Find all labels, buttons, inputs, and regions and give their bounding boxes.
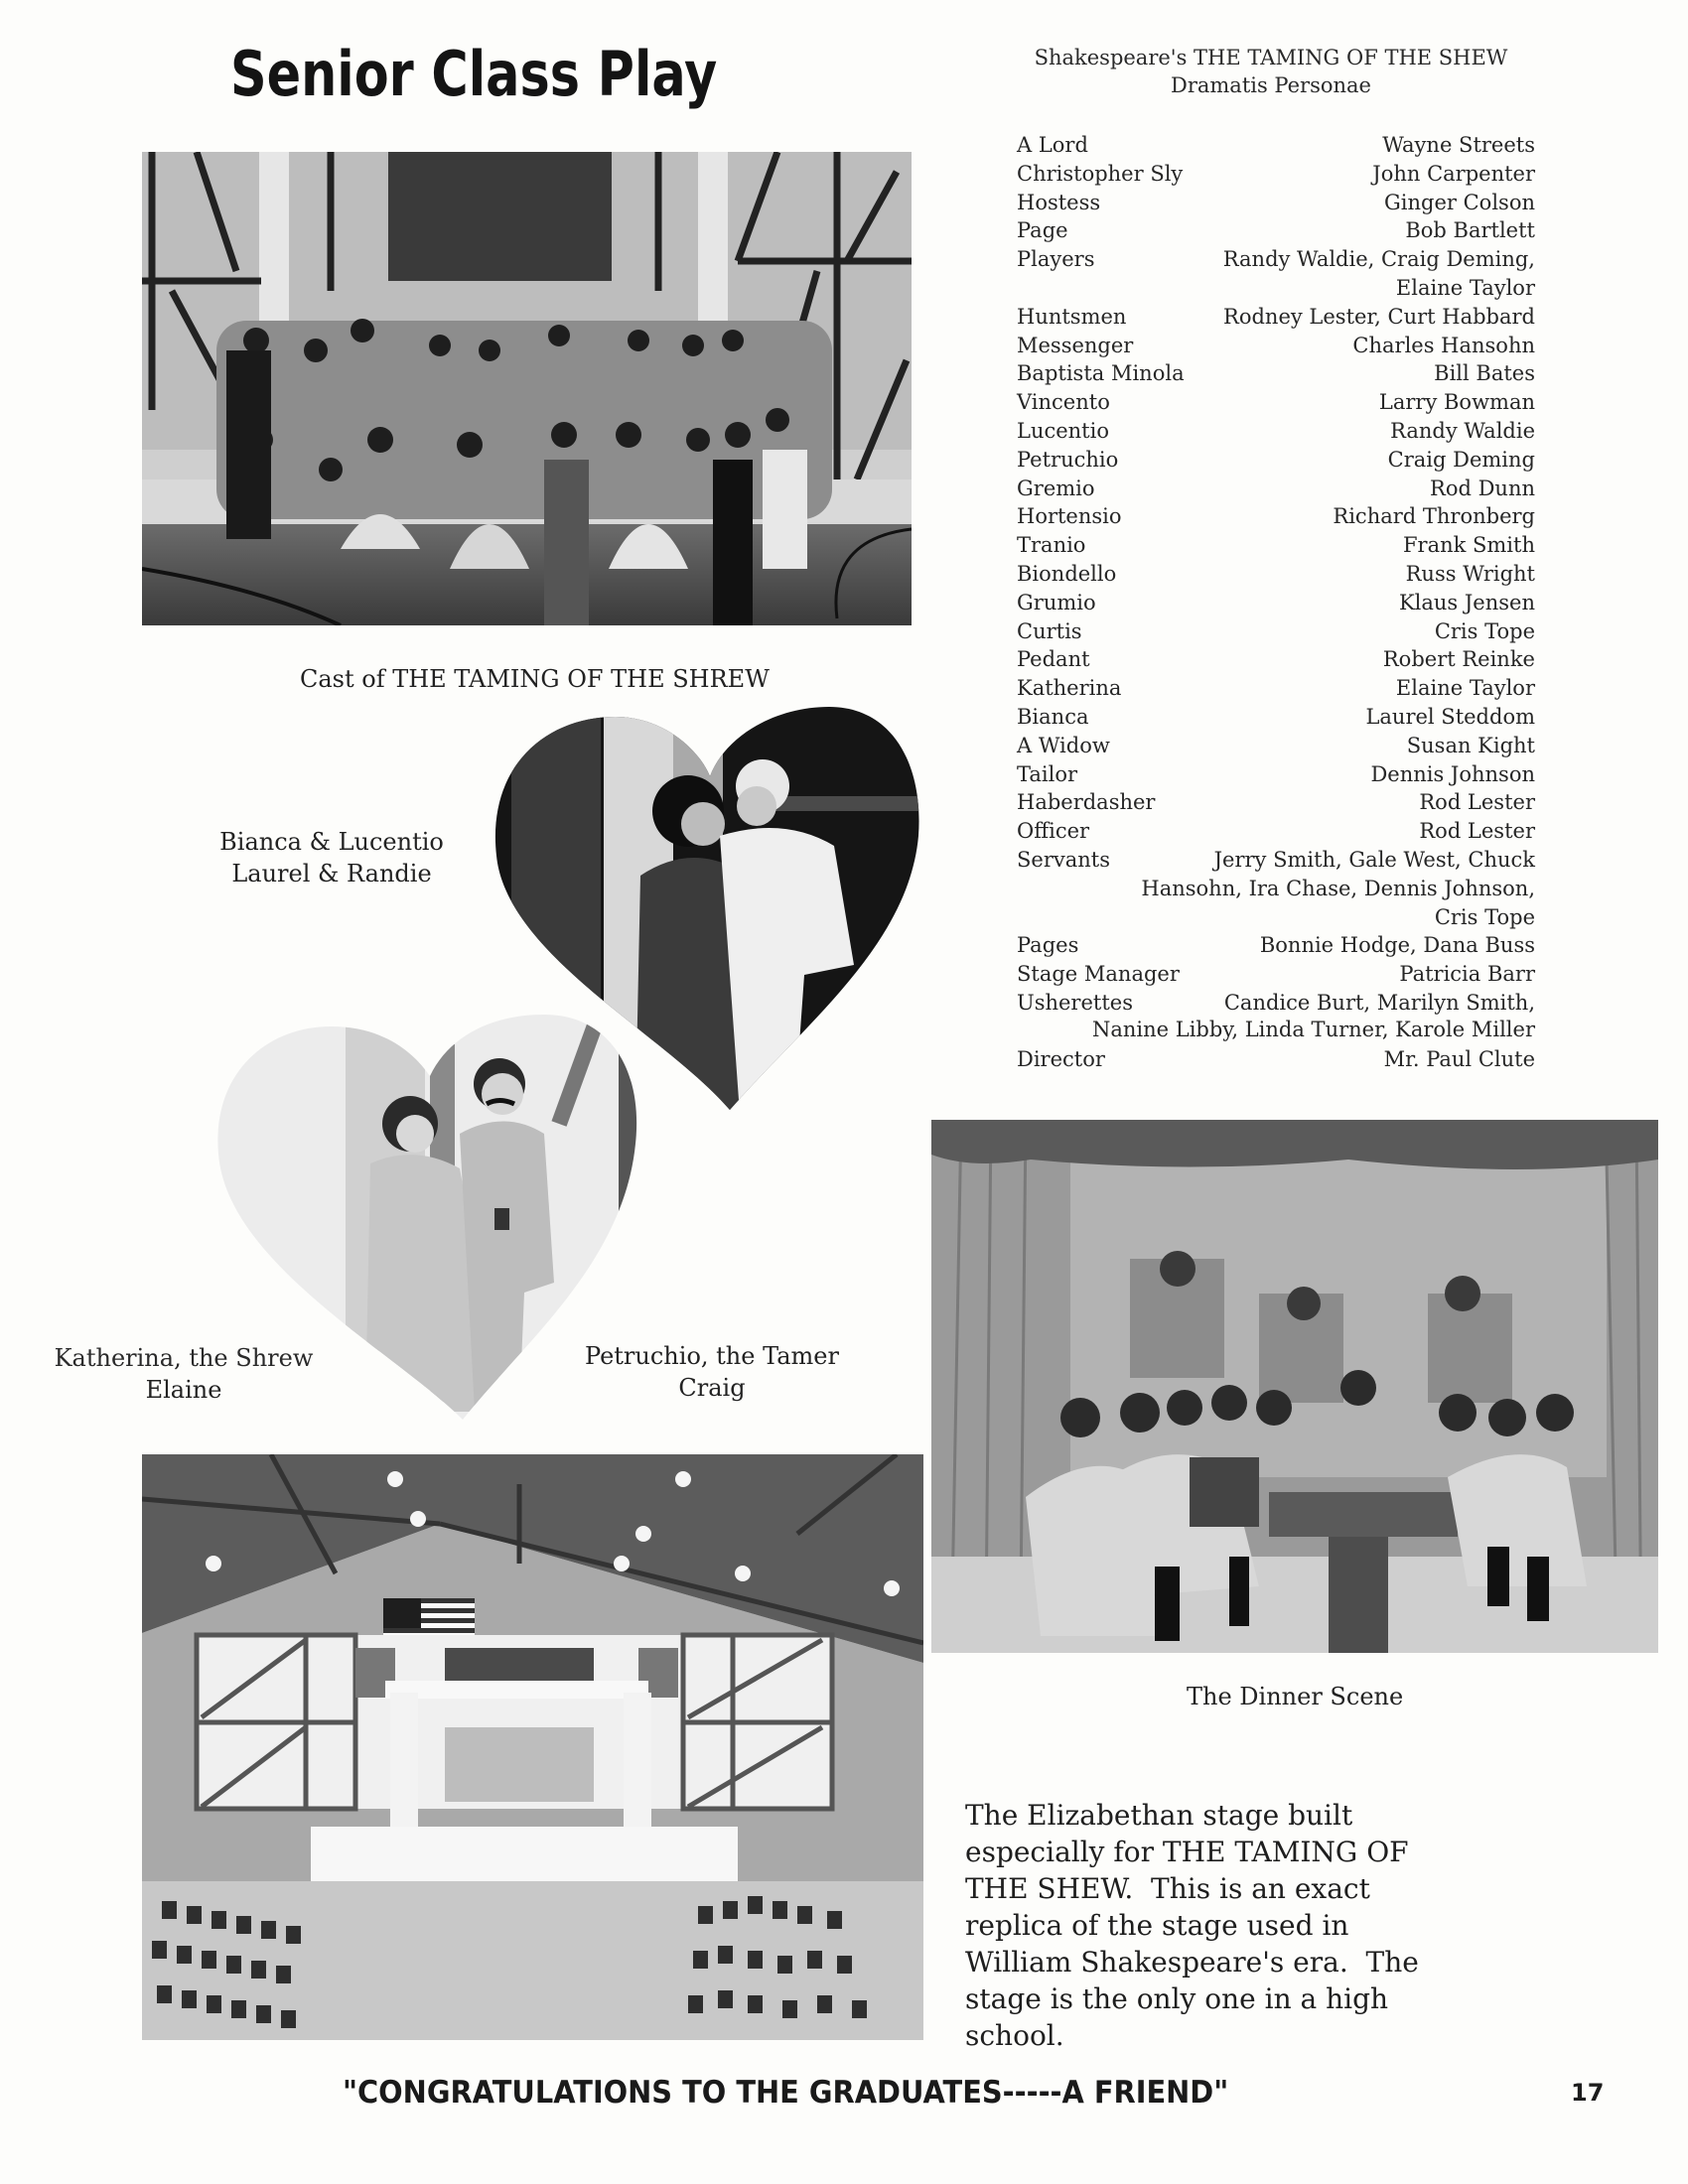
cast-row [1017,989,1535,1018]
cast-row [1017,589,1535,617]
stage-description [965,1797,1462,2054]
cast-row [1017,617,1535,646]
cast-role: Pedant [1017,647,1090,672]
cast-row [1017,245,1535,274]
cast-row [1017,216,1535,245]
elizabethan-stage-photo [142,1454,923,2040]
cast-actor: Russ Wright [1405,561,1535,586]
cast-actor: John Carpenter [1372,161,1535,186]
cast-role: Huntsmen [1017,304,1127,329]
cast-role: Page [1017,218,1068,243]
cast-role: Haberdasher [1017,790,1156,815]
cast-row [1017,189,1535,217]
stage-description-line: The Elizabethan stage built [965,1799,1353,1832]
cast-actor: Elaine Taylor [1395,676,1535,701]
cast-actor: Richard Thronberg [1333,504,1535,529]
cast-actor: Bonnie Hodge, Dana Buss [1259,933,1535,958]
cast-row [1017,303,1535,332]
stage-description-line: William Shakespeare's era. The [965,1946,1419,1979]
cast-row [1017,760,1535,789]
cast-actor: Rod Lester [1419,790,1535,815]
cast-row-continued [1017,903,1535,932]
cast-role: Katherina [1017,676,1122,701]
cast-actor: Rodney Lester, Curt Habbard [1223,304,1535,329]
cast-actor: Candice Burt, Marilyn Smith, [1223,990,1535,1015]
cast-row [1017,560,1535,589]
stage-description-line: stage is the only one in a high [965,1982,1389,2015]
cast-actor: Randy Waldie [1390,418,1535,443]
cast-actor: Ginger Colson [1384,190,1535,214]
cast-row [1017,931,1535,960]
cast-row [1017,388,1535,417]
cast-actor-continued: Cris Tope [1434,904,1535,929]
page-number: 17 [1571,2079,1605,2107]
cast-group-photo [142,152,912,625]
cast-row [1017,817,1535,846]
cast-row [1017,531,1535,560]
footer-congratulations: "CONGRATULATIONS TO THE GRADUATES-----A FRIEND" [343,2075,1229,2111]
cast-actor: Patricia Barr [1399,962,1535,987]
cast-actor: Bob Bartlett [1405,218,1535,243]
cast-role: Gremio [1017,476,1095,500]
dinner-scene-caption: The Dinner Scene [1187,1683,1404,1710]
cast-role: Petruchio [1017,447,1119,472]
bianca-lucentio-caption [212,826,451,889]
petruchio-caption-line2: Craig [678,1374,746,1402]
cast-row [1017,703,1535,732]
cast-actor: Wayne Streets [1382,133,1535,157]
bianca-caption-line1: Bianca & Lucentio [219,828,444,856]
cast-role: Players [1017,247,1095,272]
cast-role: Stage Manager [1017,962,1180,987]
cast-row [1017,502,1535,531]
cast-actor: Susan Kight [1406,733,1535,757]
cast-role: Messenger [1017,333,1134,357]
cast-actor: Jerry Smith, Gale West, Chuck [1213,847,1535,872]
cast-role: Biondello [1017,561,1117,586]
cast-role: A Widow [1017,733,1110,757]
cast-role: Baptista Minola [1017,361,1185,386]
katherina-caption-line1: Katherina, the Shrew [54,1344,314,1372]
cast-actor-continued: Hansohn, Ira Chase, Dennis Johnson, [1141,876,1535,900]
cast-actor: Rod Dunn [1430,476,1535,500]
cast-role: Usherettes [1017,990,1133,1015]
cast-row-continued [1017,1018,1535,1041]
cast-row [1017,475,1535,503]
cast-row [1017,674,1535,703]
cast-actor: Klaus Jensen [1398,590,1535,614]
cast-actor: Bill Bates [1434,361,1535,386]
katherina-caption [40,1342,328,1406]
cast-role: Hostess [1017,190,1101,214]
cast-actor: Mr. Paul Clute [1383,1046,1535,1071]
katherina-caption-line2: Elaine [145,1376,222,1404]
cast-photo-caption: Cast of THE TAMING OF THE SHREW [300,665,770,693]
cast-row-continued [1017,875,1535,903]
cast-row [1017,160,1535,189]
cast-role: Curtis [1017,618,1082,643]
cast-row [1017,332,1535,360]
cast-role: Christopher Sly [1017,161,1184,186]
cast-row [1017,417,1535,446]
cast-actor: Robert Reinke [1382,647,1535,672]
cast-role: Vincento [1017,390,1110,415]
petruchio-caption-line1: Petruchio, the Tamer [585,1342,839,1370]
playbill-subheading: Dramatis Personae [1171,73,1371,97]
petruchio-caption [568,1340,856,1404]
cast-role: Servants [1017,847,1110,872]
playbill-heading: Shakespeare's THE TAMING OF THE SHEW [1034,46,1508,69]
cast-role: A Lord [1017,133,1088,157]
cast-actor: Craig Deming [1387,447,1535,472]
bianca-caption-line2: Laurel & Randie [231,860,432,887]
stage-description-line: especially for THE TAMING OF [965,1836,1409,1868]
cast-row [1017,960,1535,989]
cast-actor: Laurel Steddom [1365,704,1535,729]
cast-role: Grumio [1017,590,1096,614]
cast-row [1017,359,1535,388]
cast-row [1017,645,1535,674]
stage-description-line: THE SHEW. This is an exact [965,1872,1370,1905]
cast-actor: Frank Smith [1402,533,1535,558]
cast-row [1017,1045,1535,1074]
cast-row [1017,846,1535,875]
cast-actor-continued: Nanine Libby, Linda Turner, Karole Miller [1092,1017,1535,1041]
cast-row [1017,131,1535,160]
playbill-header [993,44,1549,99]
cast-role: Lucentio [1017,418,1109,443]
stage-description-line: school. [965,2019,1064,2052]
cast-role: Bianca [1017,704,1089,729]
cast-actor: Randy Waldie, Craig Deming, [1222,247,1535,272]
cast-actor-continued: Elaine Taylor [1395,275,1535,300]
cast-actor: Dennis Johnson [1370,761,1535,786]
cast-role: Tranio [1017,533,1086,558]
cast-actor: Rod Lester [1419,819,1535,844]
dramatis-personae-list [1017,131,1535,1074]
cast-role: Officer [1017,819,1090,844]
page-title: Senior Class Play [230,38,718,110]
stage-description-line: replica of the stage used in [965,1909,1349,1942]
cast-actor: Cris Tope [1434,618,1535,643]
cast-row [1017,732,1535,760]
cast-actor: Charles Hansohn [1352,333,1535,357]
cast-role: Director [1017,1046,1105,1071]
dinner-scene-photo [931,1120,1658,1653]
cast-row [1017,446,1535,475]
cast-role: Hortensio [1017,504,1122,529]
cast-row [1017,788,1535,817]
cast-role: Tailor [1017,761,1078,786]
cast-row-continued [1017,274,1535,303]
cast-actor: Larry Bowman [1378,390,1535,415]
cast-role: Pages [1017,933,1079,958]
